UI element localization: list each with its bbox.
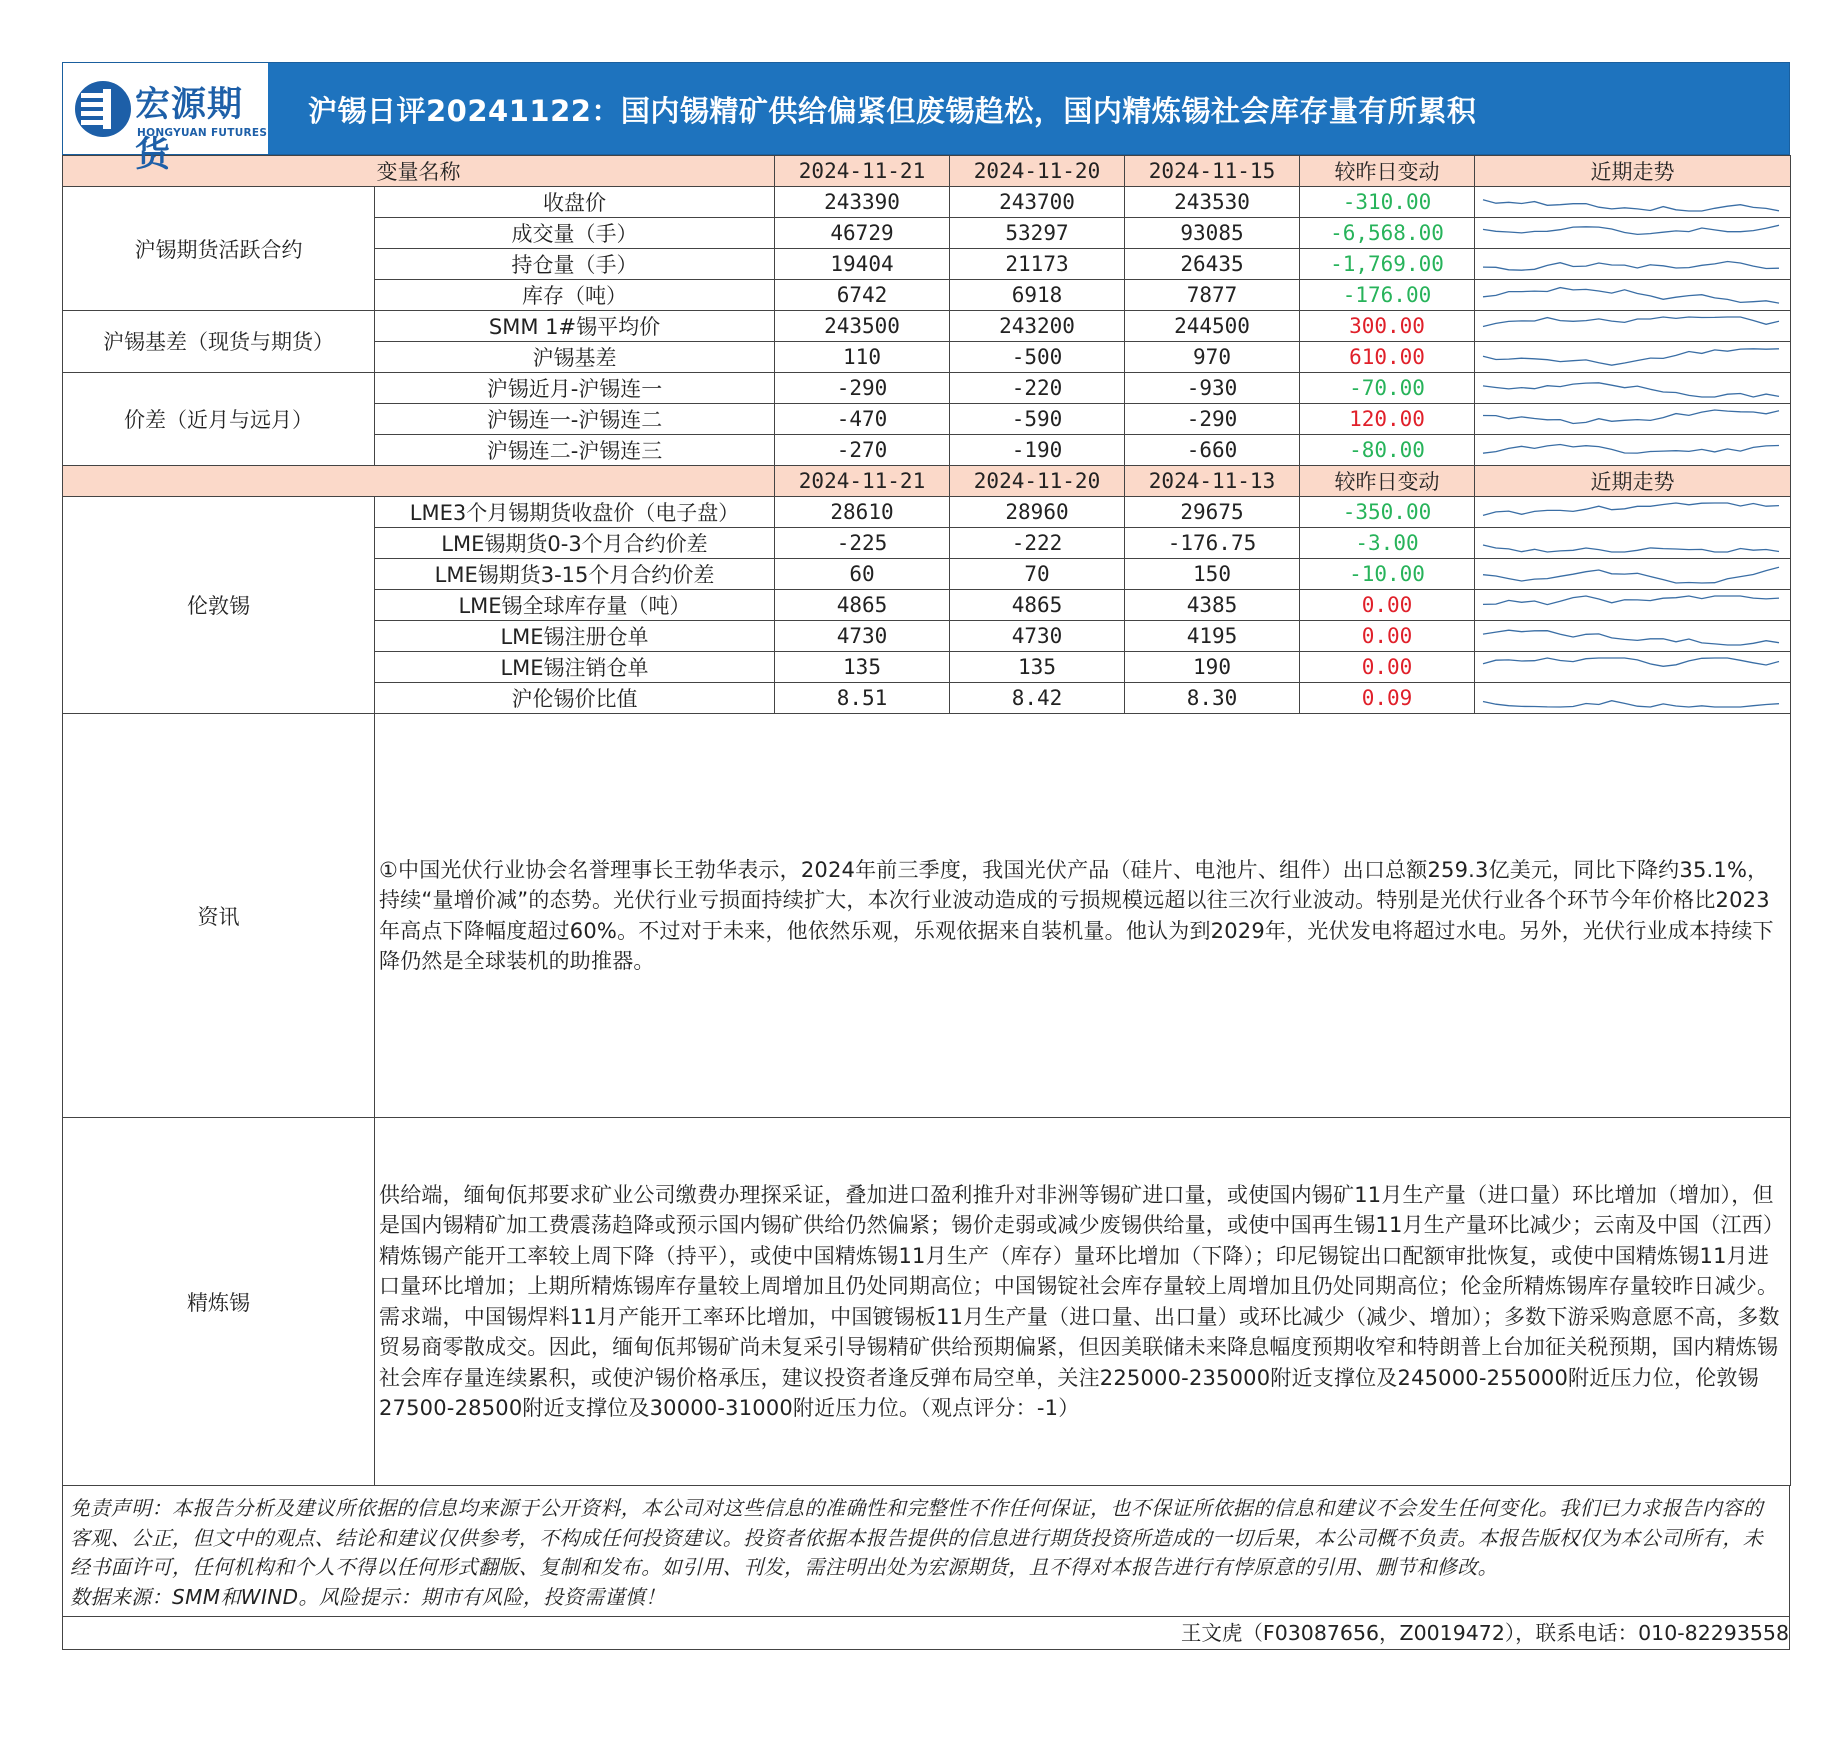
change-cell: 300.00 <box>1300 311 1475 342</box>
change-cell: -80.00 <box>1300 435 1475 466</box>
row-label: LME锡全球库存量（吨） <box>375 590 775 621</box>
value-cell: 4730 <box>775 621 950 652</box>
news-label: 资讯 <box>63 714 375 1118</box>
trend-sparkline <box>1475 405 1787 433</box>
trend-sparkline <box>1475 188 1787 216</box>
row-label: 成交量（手） <box>375 218 775 249</box>
trend-sparkline <box>1475 250 1787 278</box>
value-cell: 6742 <box>775 280 950 311</box>
header-date: 2024-11-13 <box>1125 466 1300 497</box>
value-cell: -176.75 <box>1125 528 1300 559</box>
row-label: 沪锡连一-沪锡连二 <box>375 404 775 435</box>
trend-sparkline <box>1475 529 1787 557</box>
change-cell: 610.00 <box>1300 342 1475 373</box>
trend-cell <box>1475 404 1791 435</box>
row-label: LME锡注册仓单 <box>375 621 775 652</box>
value-cell: 4385 <box>1125 590 1300 621</box>
trend-cell <box>1475 373 1791 404</box>
value-cell: 19404 <box>775 249 950 280</box>
change-cell: -310.00 <box>1300 187 1475 218</box>
header-trend: 近期走势 <box>1475 466 1791 497</box>
trend-cell <box>1475 342 1791 373</box>
change-cell: -10.00 <box>1300 559 1475 590</box>
trend-cell <box>1475 280 1791 311</box>
value-cell: 243390 <box>775 187 950 218</box>
trend-sparkline <box>1475 436 1787 464</box>
analyst-contact: 王文虎（F03087656，Z0019472），联系电话：010-82293558 <box>62 1617 1790 1650</box>
header-blank <box>63 466 775 497</box>
row-label: LME锡注销仓单 <box>375 652 775 683</box>
value-cell: 243200 <box>950 311 1125 342</box>
change-cell: -70.00 <box>1300 373 1475 404</box>
refined-tin-label: 精炼锡 <box>63 1118 375 1486</box>
header-date: 2024-11-15 <box>1125 156 1300 187</box>
header-change: 较昨日变动 <box>1300 156 1475 187</box>
trend-sparkline <box>1475 219 1787 247</box>
header-date: 2024-11-20 <box>950 466 1125 497</box>
trend-sparkline <box>1475 281 1787 309</box>
value-cell: 243530 <box>1125 187 1300 218</box>
row-label: 持仓量（手） <box>375 249 775 280</box>
trend-cell <box>1475 559 1791 590</box>
value-cell: 970 <box>1125 342 1300 373</box>
trend-sparkline <box>1475 312 1787 340</box>
row-group-label: 伦敦锡 <box>63 497 375 714</box>
trend-cell <box>1475 187 1791 218</box>
value-cell: 70 <box>950 559 1125 590</box>
header-date: 2024-11-20 <box>950 156 1125 187</box>
trend-cell <box>1475 621 1791 652</box>
value-cell: 4865 <box>775 590 950 621</box>
data-table <box>62 155 1791 1486</box>
value-cell: 4195 <box>1125 621 1300 652</box>
disclaimer <box>62 1486 1790 1617</box>
trend-cell <box>1475 590 1791 621</box>
change-cell: 0.00 <box>1300 652 1475 683</box>
row-label: LME锡期货3-15个月合约价差 <box>375 559 775 590</box>
header-trend: 近期走势 <box>1475 156 1791 187</box>
header-date: 2024-11-21 <box>775 156 950 187</box>
disclaimer-text: 免责声明：本报告分析及建议所依据的信息均来源于公开资料，本公司对这些信息的准确性和完整性不作任何保证，也不保证所依据的信息和建议不会发生任何变化。我们已力求报告内容的客观、公正，但文中的观点、结论和建议仅供参考，不构成任何投资建议。投资者依据本报告提供的信息进行期货投资所造成的一切后果，本公司概不负责。本报告版权仅为本公司所有，未经书面许可，任何机构和个人不得以任何形式翻版、复制和发布。如引用、刊发，需注明出处为宏源期货，且不得对本报告进行有悖原意的引用、删节和修改。 <box>70 1496 1764 1579</box>
value-cell: 46729 <box>775 218 950 249</box>
value-cell: 8.42 <box>950 683 1125 714</box>
value-cell: 21173 <box>950 249 1125 280</box>
trend-cell <box>1475 218 1791 249</box>
value-cell: -222 <box>950 528 1125 559</box>
table-row <box>63 311 1791 342</box>
value-cell: 150 <box>1125 559 1300 590</box>
value-cell: 29675 <box>1125 497 1300 528</box>
value-cell: 110 <box>775 342 950 373</box>
row-label: 沪锡近月-沪锡连一 <box>375 373 775 404</box>
row-label: LME3个月锡期货收盘价（电子盘） <box>375 497 775 528</box>
row-group-label: 沪锡基差（现货与期货） <box>63 311 375 373</box>
value-cell: -225 <box>775 528 950 559</box>
table-row <box>63 373 1791 404</box>
value-cell: 4730 <box>950 621 1125 652</box>
trend-sparkline <box>1475 653 1787 681</box>
table-row <box>63 497 1791 528</box>
change-cell: -6,568.00 <box>1300 218 1475 249</box>
header-variable-name: 变量名称 <box>63 156 775 187</box>
change-cell: 0.09 <box>1300 683 1475 714</box>
table-row <box>63 187 1791 218</box>
value-cell: 53297 <box>950 218 1125 249</box>
value-cell: 243700 <box>950 187 1125 218</box>
data-source: 数据来源：SMM和WIND。风险提示：期市有风险，投资需谨慎！ <box>70 1584 666 1609</box>
trend-sparkline <box>1475 560 1787 588</box>
row-label: LME锡期货0-3个月合约价差 <box>375 528 775 559</box>
header-change: 较昨日变动 <box>1300 466 1475 497</box>
table-header-row <box>63 156 1791 187</box>
value-cell: -500 <box>950 342 1125 373</box>
value-cell: 135 <box>775 652 950 683</box>
trend-cell <box>1475 528 1791 559</box>
change-cell: -176.00 <box>1300 280 1475 311</box>
value-cell: 28610 <box>775 497 950 528</box>
value-cell: 60 <box>775 559 950 590</box>
table-header-row <box>63 466 1791 497</box>
value-cell: 7877 <box>1125 280 1300 311</box>
refined-tin-text: 供给端，缅甸佤邦要求矿业公司缴费办理探采证，叠加进口盈利推升对非洲等锡矿进口量，或使国内锡矿11月生产量（进口量）环比增加（增加），但是国内锡精矿加工费震荡趋降或预示国内锡矿供给仍然偏紧；锡价走弱或减少废锡供给量，或使中国再生锡11月生产量环比减少；云南及中国（江西）精炼锡产能开工率较上周下降（持平），或使中国精炼锡11月生产（库存）量环比增加（下降）；印尼锡锭出口配额审批恢复，或使中国精炼锡11月进口量环比增加；上期所精炼锡库存量较上周增加且仍处同期高位；中国锡锭社会库存量较上周增加且仍处同期高位；伦金所精炼锡库存量较昨日减少。需求端，中国锡焊料11月产能开工率环比增加，中国镀锡板11月生产量（进口量、出口量）或环比减少（减少、增加）；多数下游采购意愿不高，多数贸易商零散成交。因此，缅甸佤邦锡矿尚未复采引导锡精矿供给预期偏紧，但因美联储未来降息幅度预期收窄和特朗普上台加征关税预期，国内精炼锡社会库存量连续累积，或使沪锡价格承压，建议投资者逢反弹布局空单，关注225000-235000附近支撑位及245000-255000附近压力位，伦敦锡27500-28500附近支撑位及30000-31000附近压力位。（观点评分：-1） <box>375 1118 1791 1486</box>
value-cell: 243500 <box>775 311 950 342</box>
change-cell: 0.00 <box>1300 621 1475 652</box>
value-cell: 28960 <box>950 497 1125 528</box>
value-cell: -290 <box>1125 404 1300 435</box>
hongyuan-logo-icon <box>73 71 133 147</box>
row-label: 沪锡连二-沪锡连三 <box>375 435 775 466</box>
trend-sparkline <box>1475 591 1787 619</box>
trend-sparkline <box>1475 343 1787 371</box>
report <box>62 62 1790 1650</box>
value-cell: 8.51 <box>775 683 950 714</box>
trend-cell <box>1475 311 1791 342</box>
change-cell: -3.00 <box>1300 528 1475 559</box>
trend-sparkline <box>1475 684 1787 712</box>
row-label: 收盘价 <box>375 187 775 218</box>
value-cell: -930 <box>1125 373 1300 404</box>
logo-text-cn: 宏源期货 <box>135 85 244 175</box>
trend-sparkline <box>1475 622 1787 650</box>
value-cell: -270 <box>775 435 950 466</box>
header-date: 2024-11-21 <box>775 466 950 497</box>
row-label: 沪伦锡价比值 <box>375 683 775 714</box>
value-cell: 190 <box>1125 652 1300 683</box>
trend-cell <box>1475 497 1791 528</box>
report-title: 沪锡日评20241122：国内锡精矿供给偏紧但废锡趋松，国内精炼锡社会库存量有所累积 <box>308 94 1477 128</box>
trend-sparkline <box>1475 498 1787 526</box>
value-cell: -660 <box>1125 435 1300 466</box>
change-cell: 120.00 <box>1300 404 1475 435</box>
value-cell: -590 <box>950 404 1125 435</box>
value-cell: -290 <box>775 373 950 404</box>
change-cell: -1,769.00 <box>1300 249 1475 280</box>
row-label: 库存（吨） <box>375 280 775 311</box>
value-cell: 244500 <box>1125 311 1300 342</box>
row-group-label: 价差（近月与远月） <box>63 373 375 466</box>
news-text: ①中国光伏行业协会名誉理事长王勃华表示，2024年前三季度，我国光伏产品（硅片、电池片、组件）出口总额259.3亿美元，同比下降约35.1%，持续“量增价减”的态势。光伏行业亏损面持续扩大，本次行业波动造成的亏损规模远超以往三次行业波动。特别是光伏行业各个环节今年价格比2023年高点下降幅度超过60%。不过对于未来，他依然乐观，乐观依据来自装机量。他认为到2029年，光伏发电将超过水电。另外，光伏行业成本持续下降仍然是全球装机的助推器。 <box>375 714 1791 1118</box>
value-cell: 8.30 <box>1125 683 1300 714</box>
row-group-label: 沪锡期货活跃合约 <box>63 187 375 311</box>
row-label: 沪锡基差 <box>375 342 775 373</box>
row-label: SMM 1#锡平均价 <box>375 311 775 342</box>
value-cell: 135 <box>950 652 1125 683</box>
value-cell: 93085 <box>1125 218 1300 249</box>
value-cell: -220 <box>950 373 1125 404</box>
value-cell: -470 <box>775 404 950 435</box>
trend-cell <box>1475 249 1791 280</box>
value-cell: 4865 <box>950 590 1125 621</box>
trend-cell <box>1475 652 1791 683</box>
value-cell: -190 <box>950 435 1125 466</box>
logo-text-en: HONGYUAN FUTURES <box>137 127 268 139</box>
trend-cell <box>1475 435 1791 466</box>
value-cell: 26435 <box>1125 249 1300 280</box>
trend-cell <box>1475 683 1791 714</box>
trend-sparkline <box>1475 374 1787 402</box>
change-cell: 0.00 <box>1300 590 1475 621</box>
change-cell: -350.00 <box>1300 497 1475 528</box>
value-cell: 6918 <box>950 280 1125 311</box>
logo <box>63 63 268 175</box>
